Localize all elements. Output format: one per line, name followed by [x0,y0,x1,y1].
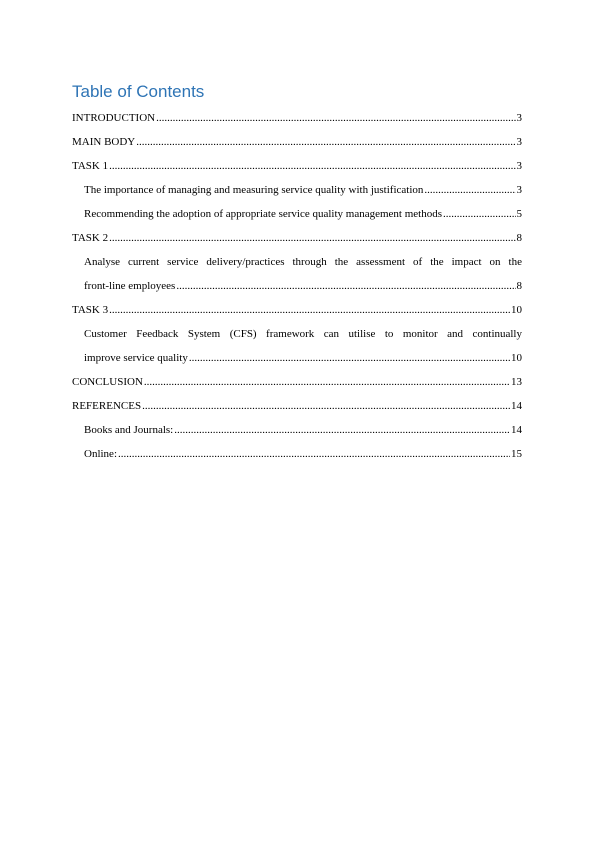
toc-entry-task-3[interactable] [72,298,522,322]
toc-page-number: 5 [516,208,522,220]
toc-entry-label: TASK 1 [72,160,109,172]
dot-leader [118,442,510,466]
dot-leader [136,130,515,154]
toc-entry-label: REFERENCES [72,400,142,412]
toc-page-number: 3 [516,112,522,124]
toc-entry-label: MAIN BODY [72,136,136,148]
dot-leader [156,106,515,130]
toc-page-number: 10 [511,352,522,364]
toc-entry-main-body[interactable] [72,130,522,154]
toc-entry-online[interactable] [72,442,522,466]
toc-page-number: 3 [516,136,522,148]
toc-page-number: 8 [516,232,522,244]
toc-entry-recommending-methods[interactable] [72,202,522,226]
toc-page-number: 8 [516,280,522,292]
dot-leader [109,298,510,322]
toc-page-number: 13 [511,376,522,388]
dot-leader [189,346,510,370]
toc-entry-label-line1: Customer Feedback System (CFS) framework can utilise to monitor and continually [84,328,522,340]
toc-entry-label: INTRODUCTION [72,112,156,124]
table-of-contents [72,82,522,466]
dot-leader [109,154,515,178]
dot-leader [174,418,510,442]
toc-entry-label: CONCLUSION [72,376,143,388]
toc-entry-analyse-service-delivery[interactable] [72,250,522,298]
dot-leader [424,178,515,202]
toc-entry-references[interactable] [72,394,522,418]
dot-leader [144,370,510,394]
toc-title: Table of Contents [72,82,205,101]
toc-entry-label-line2: front-line employees [84,280,176,292]
toc-page-number: 14 [511,424,522,436]
toc-entry-label: The importance of managing and measuring service quality with justification [84,184,424,196]
dot-leader [176,274,515,298]
toc-entry-label: Books and Journals: [84,424,174,436]
toc-entry-importance-service-quality[interactable] [72,178,522,202]
toc-entry-books-journals[interactable] [72,418,522,442]
toc-page-number: 14 [511,400,522,412]
toc-entry-label: TASK 3 [72,304,109,316]
toc-entry-introduction[interactable] [72,106,522,130]
toc-page-number: 3 [516,184,522,196]
dot-leader [109,226,515,250]
toc-entry-customer-feedback-system[interactable] [72,322,522,370]
toc-entry-label-line1: Analyse current service delivery/practices through the assessment of the impact on the [84,256,522,268]
toc-entry-label: Recommending the adoption of appropriate service quality management methods [84,208,443,220]
toc-entry-label: TASK 2 [72,232,109,244]
toc-page-number: 15 [511,448,522,460]
toc-entry-conclusion[interactable] [72,370,522,394]
toc-page-number: 10 [511,304,522,316]
dot-leader [142,394,510,418]
toc-page-number: 3 [516,160,522,172]
dot-leader [443,202,515,226]
toc-entry-label: Online: [84,448,117,460]
toc-entry-task-1[interactable] [72,154,522,178]
toc-entry-task-2[interactable] [72,226,522,250]
toc-entry-label-line2: improve service quality [84,352,188,364]
